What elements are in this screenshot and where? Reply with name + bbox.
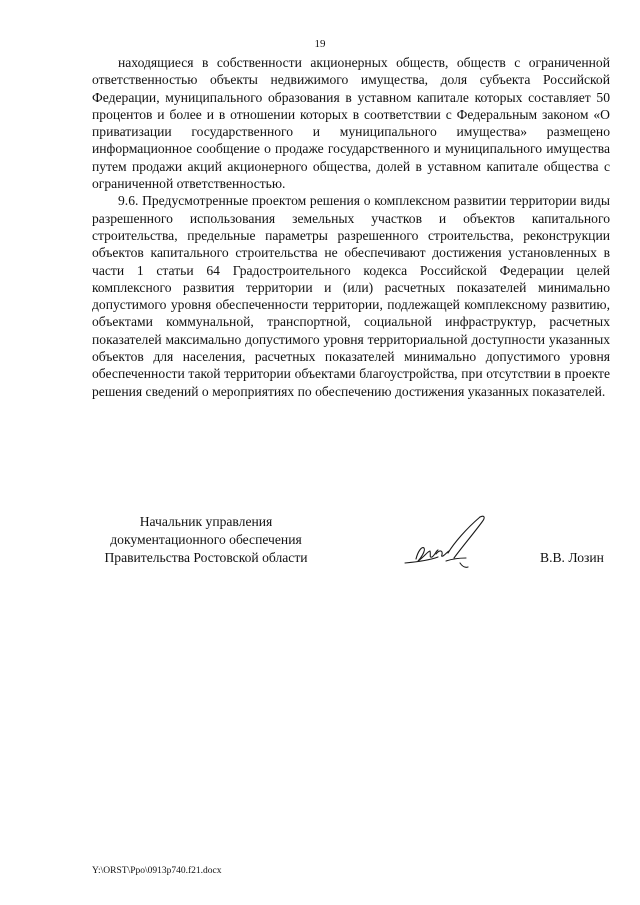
paragraph-9-6: 9.6. Предусмотренные проектом решения о комплексном развитии территории виды разрешенного использования земельных участков и объектов капитального строительства, предельные параметры разрешенного строительства, реконструкции объектов капитального строительства не обеспечивают достижения установленных в части 1 статьи 64 Градостроительного кодекса Российской Федерации целей комплексного развития территории и (или) расчетных показателей минимально допустимого уровня обеспеченности территории, подлежащей комплексному развитию, объектами коммунальной, транспортной, социальной инфраструктур, расчетных показателей максимально допустимого уровня территориальной доступности указанных объектов для населения, расчетных показателей минимально допустимого уровня обеспеченности такой территории объектами благоустройства, при отсутствии в проекте решения сведений о мероприятиях по обеспечению достижения указанных показателей.	[92, 193, 610, 399]
signature-block	[0, 513, 640, 583]
paragraph-continuation: находящиеся в собственности акционерных обществ, обществ с ограниченной ответственностью объекты недвижимого имущества, доля субъекта Российской Федерации, муниципального образования в уставном капитале которых составляет 50 процентов и более и в отношении которых в соответствии с Федеральным законом «О приватизации государственного и муниципального имущества» размещено информационное сообщение о продаже государственного и муниципального имущества путем продажи акций акционерного общества, долей в уставном капитале общества с ограниченной ответственностью.	[92, 55, 610, 192]
signatory-position-line-2: документационного обеспечения	[110, 532, 302, 547]
signatory-name: В.В. Лозин	[540, 550, 604, 565]
footer-file-path: Y:\ORST\Ppo\0913p740.f21.docx	[92, 866, 222, 876]
signatory-position-line-3: Правительства Ростовской области	[104, 550, 308, 565]
document-body	[92, 54, 610, 400]
signatory-position	[92, 513, 320, 567]
handwritten-signature	[402, 513, 494, 575]
signatory-position-line-1: Начальник управления	[139, 514, 273, 529]
page-number: 19	[314, 38, 326, 50]
